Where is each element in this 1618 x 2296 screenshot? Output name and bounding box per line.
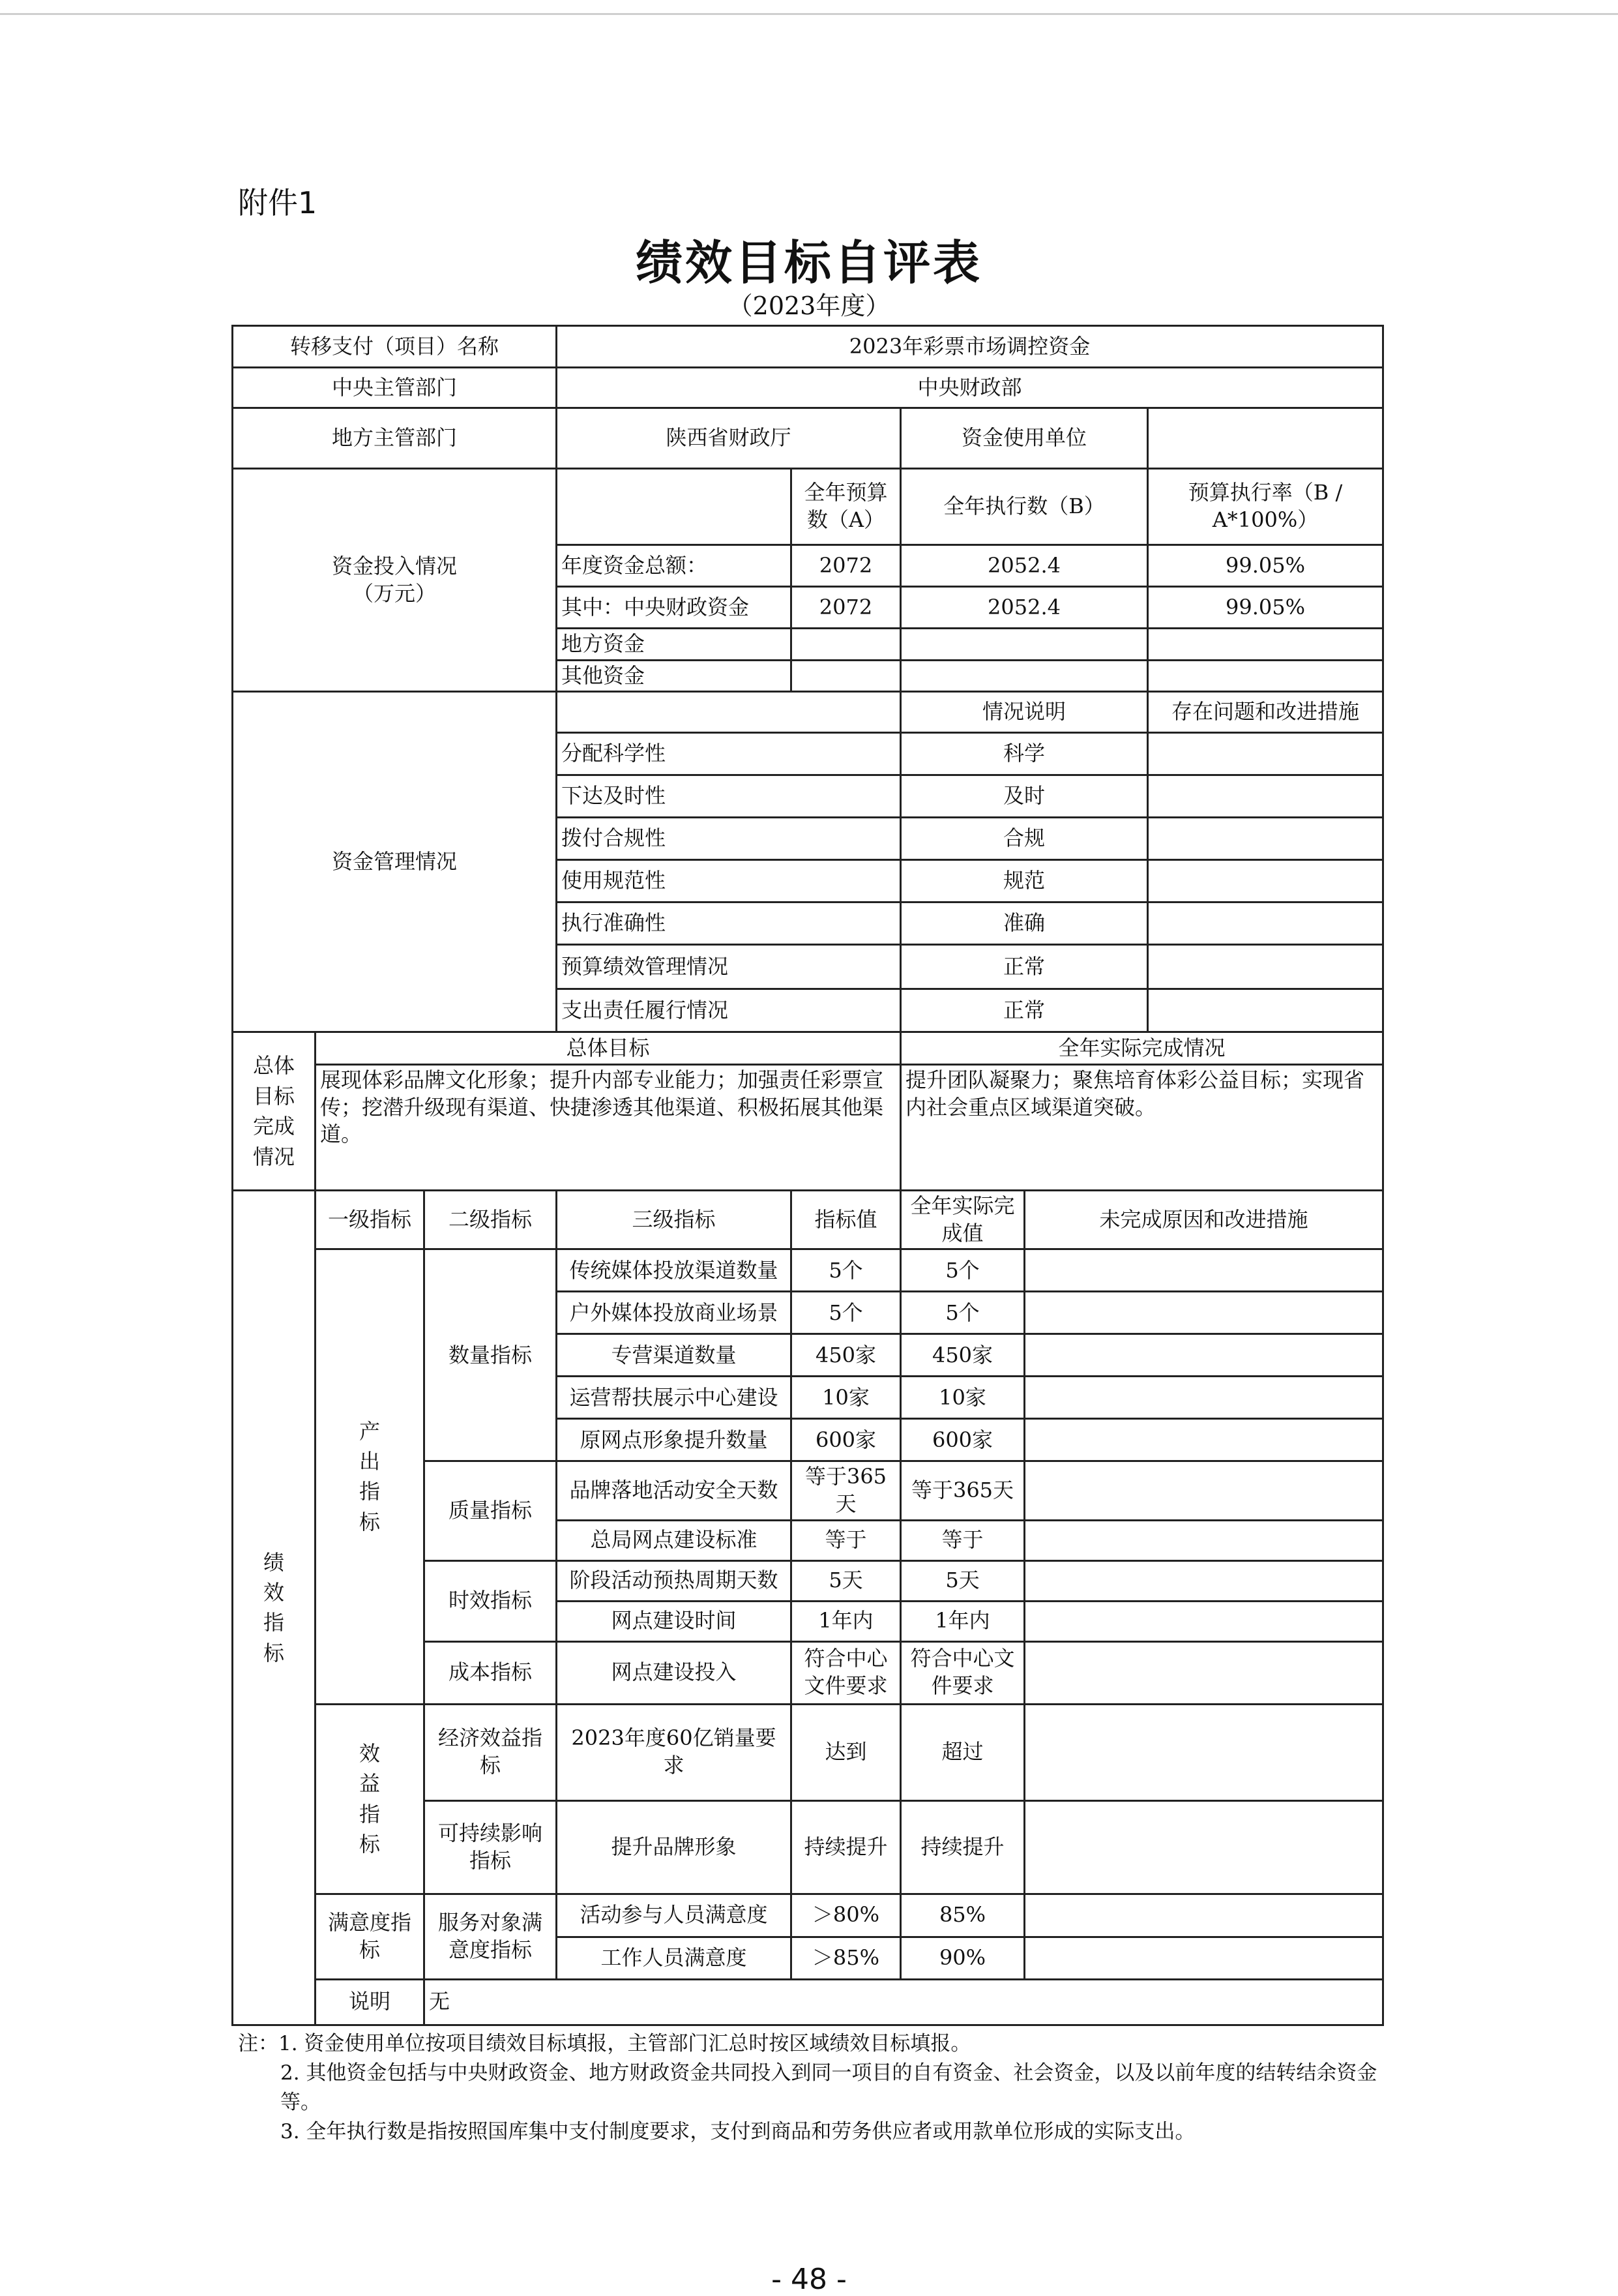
indicator-target: 450家 bbox=[791, 1334, 901, 1377]
management-row-desc: 科学 bbox=[901, 733, 1148, 775]
overall-actual-text: 提升团队凝聚力；聚焦培育体彩公益目标；实现省内社会重点区域渠道突破。 bbox=[901, 1065, 1383, 1191]
quantity-indicator-label: 数量指标 bbox=[424, 1249, 557, 1461]
indicator-actual: 持续提升 bbox=[901, 1800, 1025, 1894]
indicator-name: 阶段活动预热周期天数 bbox=[557, 1560, 791, 1601]
management-row-label: 分配科学性 bbox=[557, 733, 901, 775]
funds-row-budget bbox=[791, 660, 901, 692]
indicators-col-target: 指标值 bbox=[791, 1191, 901, 1249]
central-dept-label: 中央主管部门 bbox=[233, 368, 557, 408]
indicator-actual: 5天 bbox=[901, 1560, 1025, 1601]
footnote-1: 注：1. 资金使用单位按项目绩效目标填报，主管部门汇总时按区域绩效目标填报。 bbox=[238, 2032, 971, 2055]
indicator-target: 符合中心文件要求 bbox=[791, 1641, 901, 1704]
management-section-label: 资金管理情况 bbox=[233, 692, 557, 1032]
output-indicator-label: 产出指标 bbox=[316, 1249, 424, 1704]
indicator-actual: 5个 bbox=[901, 1249, 1025, 1292]
indicator-target: 10家 bbox=[791, 1377, 901, 1419]
funds-section-label: 资金投入情况 （万元） bbox=[233, 469, 557, 692]
indicator-actual: 450家 bbox=[901, 1334, 1025, 1377]
indicator-actual: 1年内 bbox=[901, 1601, 1025, 1641]
funds-header-blank bbox=[557, 469, 791, 545]
indicators-col-actual: 全年实际完成值 bbox=[901, 1191, 1025, 1249]
indicator-reason bbox=[1025, 1641, 1383, 1704]
indicator-reason bbox=[1025, 1419, 1383, 1461]
footnote-3: 3. 全年执行数是指按照国库集中支付制度要求，支付到商品和劳务供应者或用款单位形成的实际支出。 bbox=[280, 2119, 1196, 2143]
funds-row-exec bbox=[901, 629, 1148, 661]
indicator-actual: 10家 bbox=[901, 1377, 1025, 1419]
indicator-reason bbox=[1025, 1937, 1383, 1979]
benefit-indicator-label: 效益指标 bbox=[316, 1704, 424, 1894]
management-row-desc: 规范 bbox=[901, 860, 1148, 902]
remark-value: 无 bbox=[424, 1979, 1383, 2025]
management-row-label: 下达及时性 bbox=[557, 775, 901, 818]
funds-col-exec: 全年执行数（B） bbox=[901, 469, 1148, 545]
overall-col-actual: 全年实际完成情况 bbox=[901, 1032, 1383, 1065]
management-col-desc: 情况说明 bbox=[901, 692, 1148, 733]
indicator-name: 原网点形象提升数量 bbox=[557, 1419, 791, 1461]
remark-label: 说明 bbox=[316, 1979, 424, 2025]
funds-row-label: 年度资金总额： bbox=[557, 545, 791, 587]
user-unit-value bbox=[1148, 408, 1383, 469]
cost-indicator-label: 成本指标 bbox=[424, 1641, 557, 1704]
management-row-label: 预算绩效管理情况 bbox=[557, 945, 901, 989]
indicator-reason bbox=[1025, 1377, 1383, 1419]
indicators-col-l1: 一级指标 bbox=[316, 1191, 424, 1249]
indicator-name: 总局网点建设标准 bbox=[557, 1520, 791, 1560]
management-row-desc: 及时 bbox=[901, 775, 1148, 818]
funds-row-budget: 2072 bbox=[791, 545, 901, 587]
indicator-target: 5个 bbox=[791, 1292, 901, 1334]
management-row-issues bbox=[1148, 860, 1383, 902]
indicator-name: 工作人员满意度 bbox=[557, 1937, 791, 1979]
project-name-value: 2023年彩票市场调控资金 bbox=[557, 326, 1383, 368]
management-row-issues bbox=[1148, 733, 1383, 775]
local-dept-label: 地方主管部门 bbox=[233, 408, 557, 469]
indicator-name: 户外媒体投放商业场景 bbox=[557, 1292, 791, 1334]
satisfaction-indicator-label: 满意度指标 bbox=[316, 1894, 424, 1979]
management-row-issues bbox=[1148, 818, 1383, 860]
self-evaluation-table bbox=[231, 325, 1384, 2026]
indicator-actual: 5个 bbox=[901, 1292, 1025, 1334]
indicators-col-l3: 三级指标 bbox=[557, 1191, 791, 1249]
indicator-reason bbox=[1025, 1249, 1383, 1292]
indicator-actual: 600家 bbox=[901, 1419, 1025, 1461]
funds-row-exec bbox=[901, 660, 1148, 692]
funds-row-label: 其他资金 bbox=[557, 660, 791, 692]
indicator-actual: 85% bbox=[901, 1894, 1025, 1937]
funds-row-rate: 99.05% bbox=[1148, 545, 1383, 587]
overall-col-goal: 总体目标 bbox=[316, 1032, 901, 1065]
indicator-reason bbox=[1025, 1560, 1383, 1601]
management-row-issues bbox=[1148, 989, 1383, 1032]
indicators-col-l2: 二级指标 bbox=[424, 1191, 557, 1249]
management-row-issues bbox=[1148, 945, 1383, 989]
indicator-name: 运营帮扶展示中心建设 bbox=[557, 1377, 791, 1419]
indicator-actual: 90% bbox=[901, 1937, 1025, 1979]
management-row-label: 支出责任履行情况 bbox=[557, 989, 901, 1032]
attachment-label: 附件1 bbox=[238, 185, 317, 220]
funds-row-exec: 2052.4 bbox=[901, 587, 1148, 629]
management-row-issues bbox=[1148, 775, 1383, 818]
indicator-name: 网点建设时间 bbox=[557, 1601, 791, 1641]
indicator-target: 等于 bbox=[791, 1520, 901, 1560]
funds-row-rate: 99.05% bbox=[1148, 587, 1383, 629]
service-satisfaction-label: 服务对象满意度指标 bbox=[424, 1894, 557, 1979]
funds-row-budget bbox=[791, 629, 901, 661]
sustain-indicator-label: 可持续影响指标 bbox=[424, 1800, 557, 1894]
indicator-target: 1年内 bbox=[791, 1601, 901, 1641]
indicators-col-reason: 未完成原因和改进措施 bbox=[1025, 1191, 1383, 1249]
funds-row-label: 地方资金 bbox=[557, 629, 791, 661]
indicator-name: 品牌落地活动安全天数 bbox=[557, 1461, 791, 1520]
footnote-2: 2. 其他资金包括与中央财政资金、地方财政资金共同投入到同一项目的自有资金、社会资金，以及以前年度的结转结余资金等。 bbox=[280, 2061, 1377, 2114]
footnotes bbox=[238, 2029, 1385, 2147]
funds-row-budget: 2072 bbox=[791, 587, 901, 629]
economic-indicator-label: 经济效益指标 bbox=[424, 1704, 557, 1800]
quality-indicator-label: 质量指标 bbox=[424, 1461, 557, 1560]
user-unit-label: 资金使用单位 bbox=[901, 408, 1148, 469]
management-col-issues: 存在问题和改进措施 bbox=[1148, 692, 1383, 733]
management-row-label: 执行准确性 bbox=[557, 902, 901, 945]
project-name-label: 转移支付（项目）名称 bbox=[233, 326, 557, 368]
management-row-desc: 正常 bbox=[901, 989, 1148, 1032]
management-header-blank bbox=[557, 692, 901, 733]
indicator-name: 专营渠道数量 bbox=[557, 1334, 791, 1377]
funds-row-rate bbox=[1148, 660, 1383, 692]
indicator-target: ＞80% bbox=[791, 1894, 901, 1937]
funds-row-exec: 2052.4 bbox=[901, 545, 1148, 587]
indicator-target: 600家 bbox=[791, 1419, 901, 1461]
indicators-section-label: 绩效指标 bbox=[233, 1191, 316, 2025]
page-number: - 48 - bbox=[771, 2263, 847, 2296]
indicator-reason bbox=[1025, 1520, 1383, 1560]
funds-row-label: 其中：中央财政资金 bbox=[557, 587, 791, 629]
indicator-reason bbox=[1025, 1894, 1383, 1937]
indicator-actual: 等于 bbox=[901, 1520, 1025, 1560]
timeliness-indicator-label: 时效指标 bbox=[424, 1560, 557, 1641]
indicator-target: 等于365天 bbox=[791, 1461, 901, 1520]
central-dept-value: 中央财政部 bbox=[557, 368, 1383, 408]
indicator-reason bbox=[1025, 1800, 1383, 1894]
management-row-desc: 正常 bbox=[901, 945, 1148, 989]
indicator-reason bbox=[1025, 1292, 1383, 1334]
indicator-target: ＞85% bbox=[791, 1937, 901, 1979]
page-title: 绩效目标自评表 bbox=[635, 235, 982, 290]
overall-goal-text: 展现体彩品牌文化形象；提升内部专业能力；加强责任彩票宣传；挖潜升级现有渠道、快捷渗透其他渠道、积极拓展其他渠道。 bbox=[316, 1065, 901, 1191]
management-row-label: 使用规范性 bbox=[557, 860, 901, 902]
year-subtitle: （2023年度） bbox=[728, 291, 890, 320]
funds-col-budget: 全年预算数（A） bbox=[791, 469, 901, 545]
indicator-name: 提升品牌形象 bbox=[557, 1800, 791, 1894]
indicator-name: 网点建设投入 bbox=[557, 1641, 791, 1704]
indicator-reason bbox=[1025, 1334, 1383, 1377]
indicator-target: 5天 bbox=[791, 1560, 901, 1601]
local-dept-value: 陕西省财政厅 bbox=[557, 408, 901, 469]
indicator-target: 5个 bbox=[791, 1249, 901, 1292]
management-row-desc: 合规 bbox=[901, 818, 1148, 860]
indicator-actual: 符合中心文件要求 bbox=[901, 1641, 1025, 1704]
indicator-target: 持续提升 bbox=[791, 1800, 901, 1894]
indicator-name: 2023年度60亿销量要求 bbox=[557, 1704, 791, 1800]
indicator-actual: 等于365天 bbox=[901, 1461, 1025, 1520]
indicator-reason bbox=[1025, 1704, 1383, 1800]
indicator-reason bbox=[1025, 1601, 1383, 1641]
indicator-reason bbox=[1025, 1461, 1383, 1520]
funds-row-rate bbox=[1148, 629, 1383, 661]
indicator-actual: 超过 bbox=[901, 1704, 1025, 1800]
indicator-name: 活动参与人员满意度 bbox=[557, 1894, 791, 1937]
management-row-issues bbox=[1148, 902, 1383, 945]
scan-edge-line bbox=[0, 13, 1618, 15]
management-row-desc: 准确 bbox=[901, 902, 1148, 945]
funds-col-rate: 预算执行率（B / A*100%） bbox=[1148, 469, 1383, 545]
overall-section-label: 总体目标完成情况 bbox=[233, 1032, 316, 1191]
indicator-name: 传统媒体投放渠道数量 bbox=[557, 1249, 791, 1292]
management-row-label: 拨付合规性 bbox=[557, 818, 901, 860]
indicator-target: 达到 bbox=[791, 1704, 901, 1800]
